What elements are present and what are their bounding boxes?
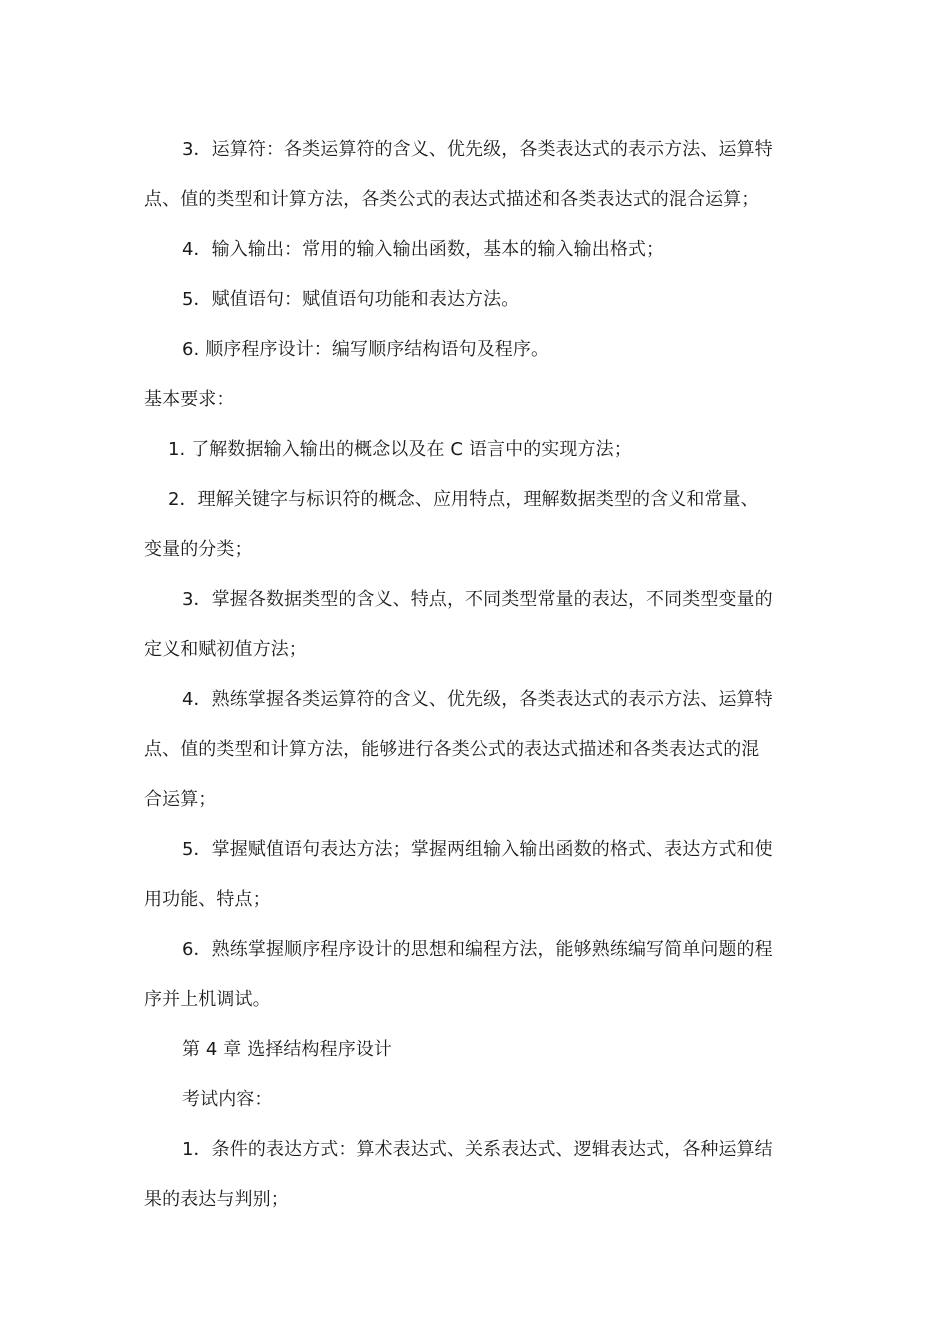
text-line: 合运算； — [144, 789, 217, 810]
text-line: 5．掌握赋值语句表达方法；掌握两组输入输出函数的格式、表达方式和使 — [182, 839, 773, 860]
text-line: 变量的分类； — [144, 539, 253, 560]
section-heading: 基本要求： — [144, 389, 235, 410]
text-line: 定义和赋初值方法； — [144, 639, 307, 660]
text-line: 1．条件的表达方式：算术表达式、关系表达式、逻辑表达式，各种运算结 — [182, 1139, 773, 1160]
text-line: 6．熟练掌握顺序程序设计的思想和编程方法，能够熟练编写简单问题的程 — [182, 939, 773, 960]
text-line: 4．熟练掌握各类运算符的含义、优先级，各类表达式的表示方法、运算特 — [182, 689, 773, 710]
text-line: 3．运算符：各类运算符的含义、优先级，各类表达式的表示方法、运算特 — [182, 139, 773, 160]
section-heading: 考试内容： — [182, 1089, 273, 1110]
text-line: 2．理解关键字与标识符的概念、应用特点，理解数据类型的含义和常量、 — [168, 489, 759, 510]
text-line: 5．赋值语句：赋值语句功能和表达方法。 — [182, 289, 520, 310]
chapter-heading: 第 4 章 选择结构程序设计 — [182, 1039, 393, 1060]
text-line: 果的表达与判别； — [144, 1189, 289, 1210]
text-line: 4．输入输出：常用的输入输出函数，基本的输入输出格式； — [182, 239, 665, 260]
text-line: 6. 顺序程序设计：编写顺序结构语句及程序。 — [182, 339, 550, 360]
text-line: 用功能、特点； — [144, 889, 271, 910]
text-line: 点、值的类型和计算方法，各类公式的表达式描述和各类表达式的混合运算； — [144, 189, 760, 210]
text-line: 点、值的类型和计算方法，能够进行各类公式的表达式描述和各类表达式的混 — [144, 739, 760, 760]
text-line: 1. 了解数据输入输出的概念以及在 C 语言中的实现方法； — [168, 439, 632, 460]
text-line: 3．掌握各数据类型的含义、特点，不同类型常量的表达，不同类型变量的 — [182, 589, 773, 610]
text-line: 序并上机调试。 — [144, 989, 271, 1010]
